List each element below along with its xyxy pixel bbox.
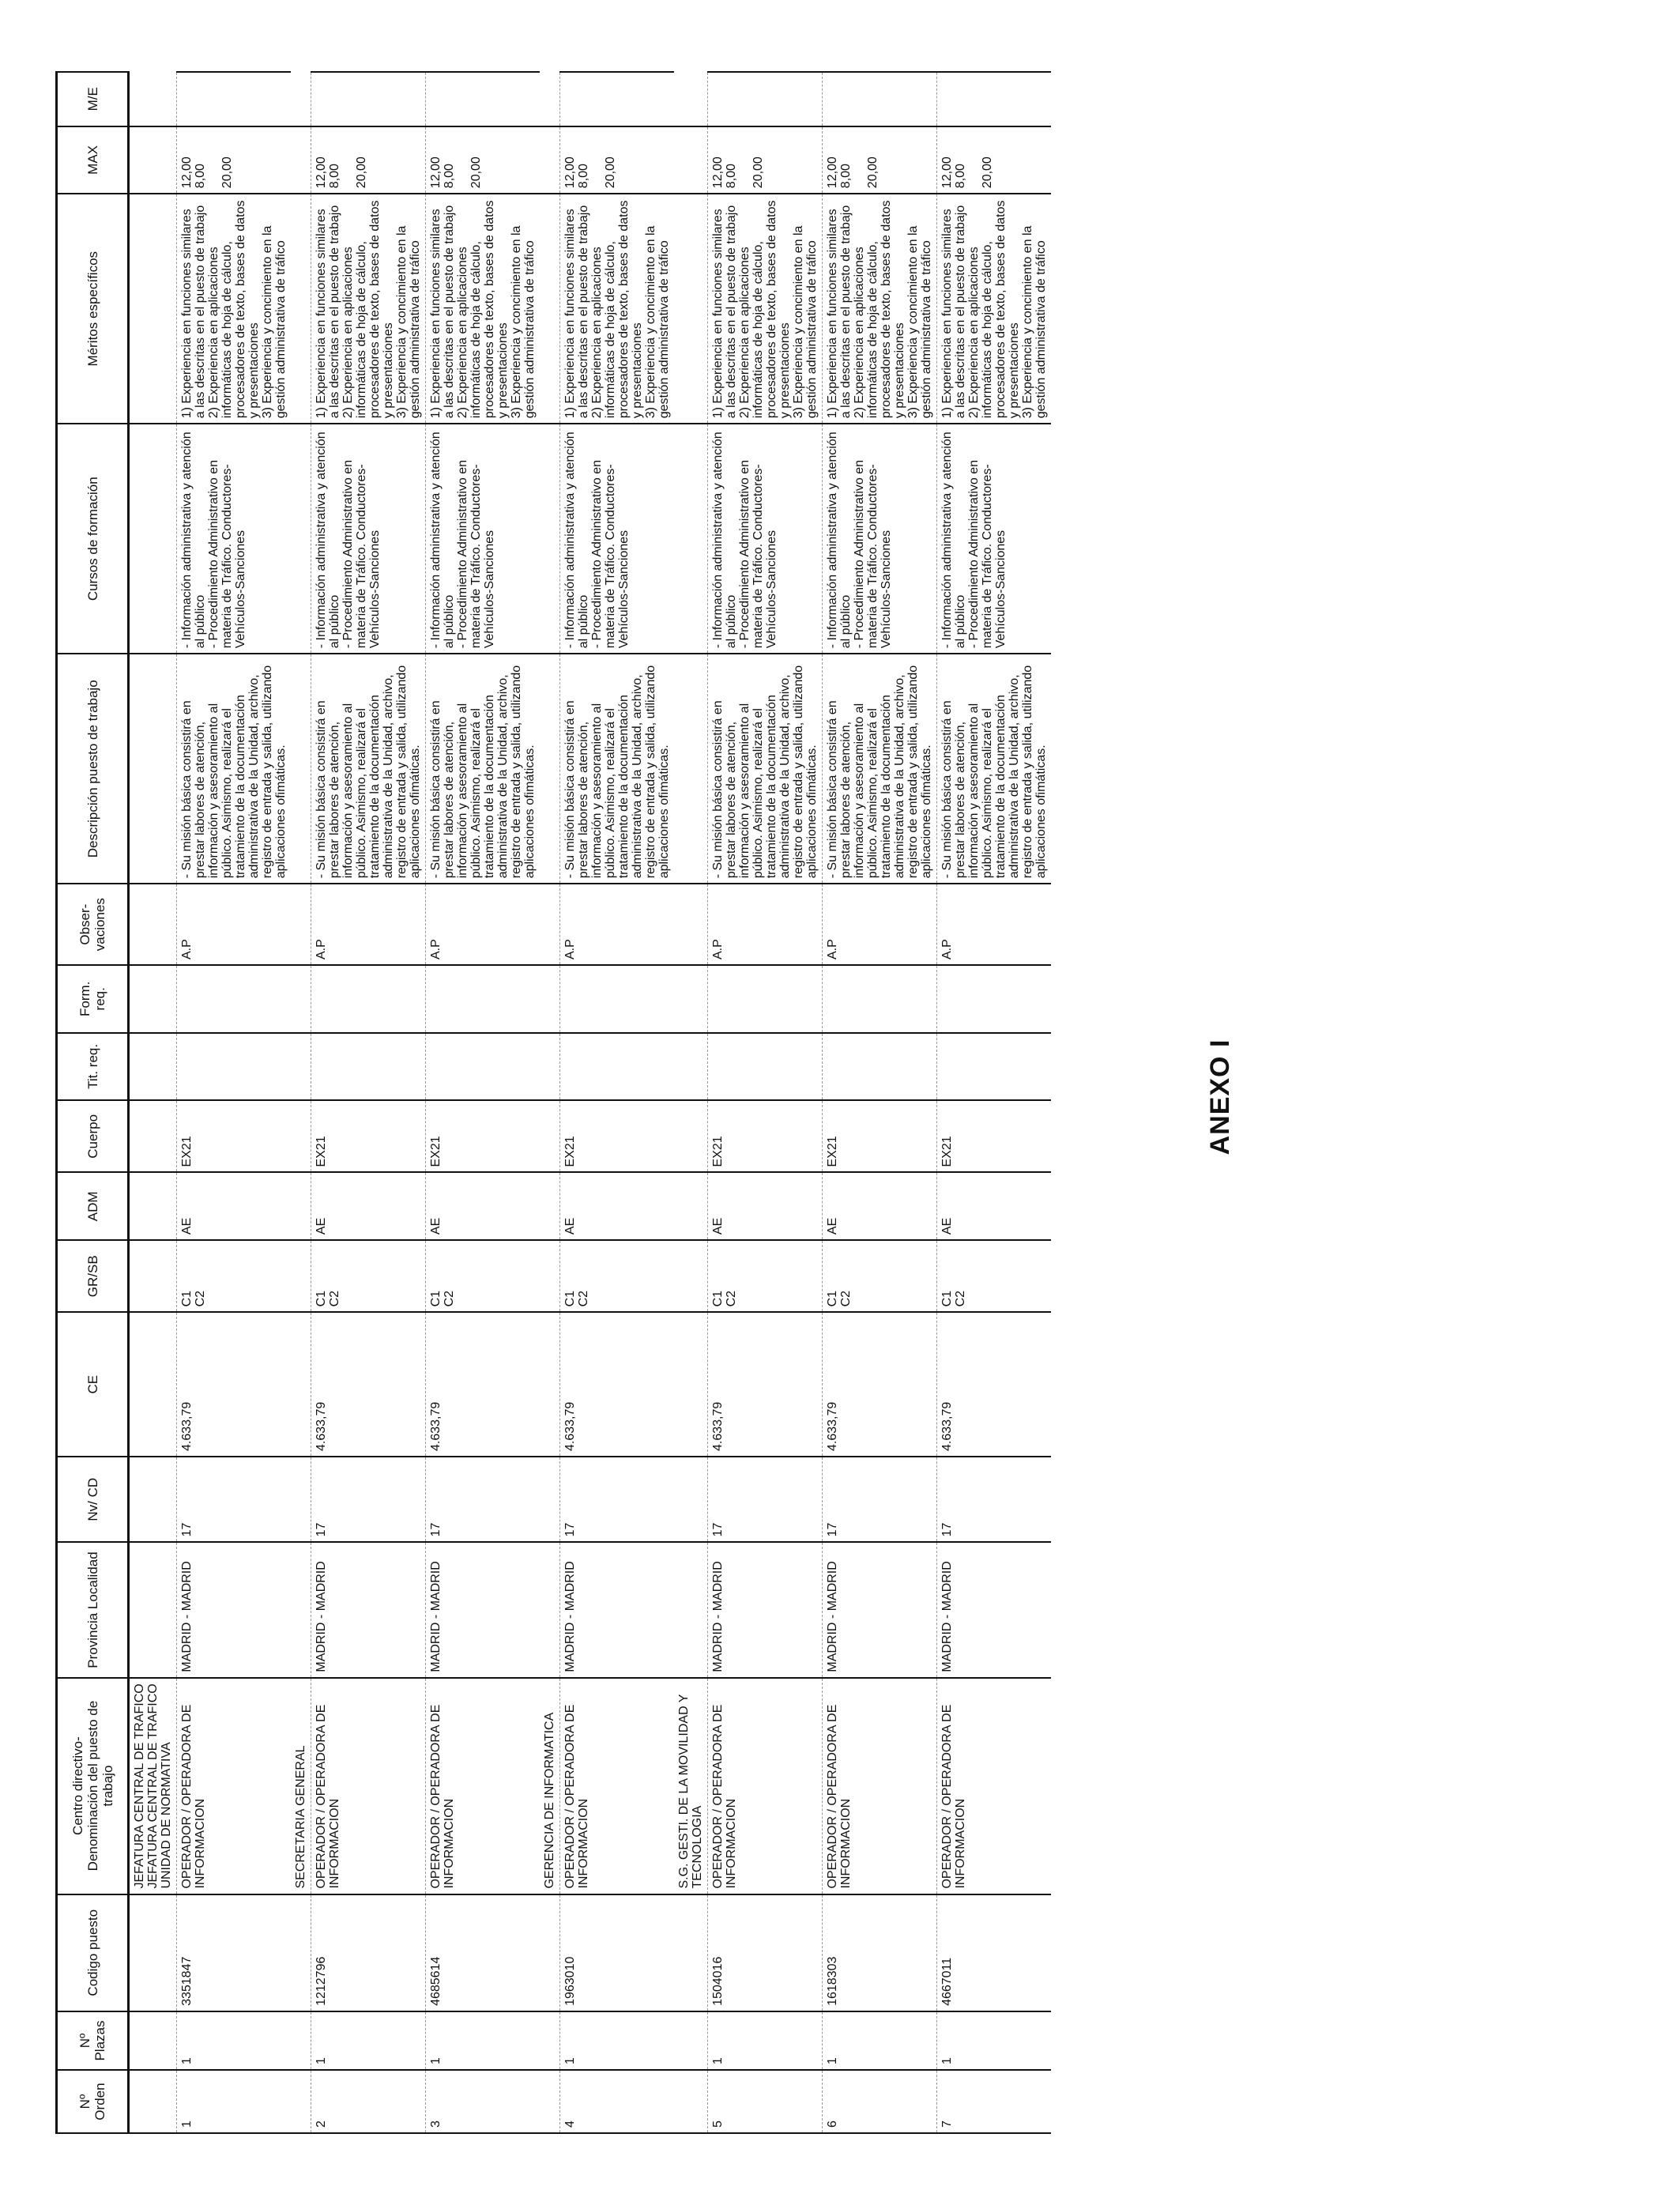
group-empty <box>674 424 708 654</box>
max-gap <box>590 132 604 189</box>
group-empty <box>674 2011 708 2070</box>
group-empty <box>129 2011 177 2070</box>
header-orden: Nº Orden <box>57 2070 129 2133</box>
me-cell <box>708 72 823 126</box>
ce-cell: 4.633,79 <box>708 1312 823 1457</box>
group-empty <box>540 2070 560 2133</box>
obs-cell: A.P <box>937 884 1052 965</box>
page-title: ANEXO I <box>1205 1039 1235 1155</box>
nivel-cell: 17 <box>708 1457 823 1542</box>
group-empty <box>291 1173 311 1241</box>
form-cell <box>823 965 937 1033</box>
header-row <box>57 72 129 2133</box>
max-value: 8,00 <box>725 164 738 189</box>
tit-cell <box>937 1033 1052 1101</box>
group-empty <box>129 194 177 424</box>
grsb-cell: C1 C2 <box>823 1240 937 1312</box>
meritos-cell: 1) Experiencia en funciones similares a las descritas en el puesto de trabajo 2) Experiencia en aplicaciones informáticas de hoja de cálculo, procesadores de texto, bases de datos y presentaciones 3) Experiencia y concimiento en la gestión administrativa de tráfico <box>560 194 675 424</box>
max-value: 8,00 <box>577 164 590 189</box>
group-label: SECRETARIA GENERAL <box>291 1678 311 1894</box>
max-cell <box>426 126 541 194</box>
table-row <box>560 72 675 2133</box>
provincia-cell: MADRID - MADRID <box>177 1542 292 1677</box>
puesto-cell: OPERADOR / OPERADORA DE INFORMACION <box>823 1678 937 1894</box>
group-empty <box>129 1312 177 1457</box>
max-cell <box>937 126 1052 194</box>
group-empty <box>674 1240 708 1312</box>
cuerpo-cell: EX21 <box>177 1100 292 1172</box>
max-gap <box>738 132 751 189</box>
group-empty <box>129 1894 177 2011</box>
nivel-cell: 17 <box>560 1457 675 1542</box>
tit-cell <box>560 1033 675 1101</box>
cursos-cell: - Información administrativa y atención al público - Procedimiento Administrativo en materia de Tráfico. Conductores-Vehículos-Sanciones <box>937 424 1052 654</box>
group-empty <box>129 1457 177 1542</box>
tit-cell <box>823 1033 937 1101</box>
max-value: 12,00 <box>563 156 577 189</box>
meritos-cell: 1) Experiencia en funciones similares a las descritas en el puesto de trabajo 2) Experiencia en aplicaciones informáticas de hoja de cálculo, procesadores de texto, bases de datos y presentaciones 3) Experiencia y concimiento en la gestión administrativa de tráfico <box>708 194 823 424</box>
adm-cell: AE <box>708 1173 823 1241</box>
max-cell <box>311 126 426 194</box>
nivel-cell: 17 <box>311 1457 426 1542</box>
group-empty <box>674 194 708 424</box>
provincia-cell: MADRID - MADRID <box>311 1542 426 1677</box>
max-value: 12,00 <box>940 156 954 189</box>
tit-cell <box>708 1033 823 1101</box>
group-empty <box>674 1100 708 1172</box>
group-empty <box>129 424 177 654</box>
plazas-cell: 1 <box>177 2011 292 2070</box>
grsb-cell: C1 C2 <box>426 1240 541 1312</box>
group-empty <box>540 1173 560 1241</box>
table-row <box>823 72 937 2133</box>
ce-cell: 4.633,79 <box>311 1312 426 1457</box>
group-label: JEFATURA CENTRAL DE TRAFICO JEFATURA CENTRAL DE TRAFICO UNIDAD DE NORMATIVA <box>129 1678 177 1894</box>
max-value: 12,00 <box>180 156 194 189</box>
cursos-cell: - Información administrativa y atención al público - Procedimiento Administrativo en materia de Tráfico. Conductores-Vehículos-Sanciones <box>177 424 292 654</box>
max-value: 20,00 <box>604 156 617 189</box>
group-empty <box>674 884 708 965</box>
table-row <box>937 72 1052 2133</box>
me-cell <box>311 72 426 126</box>
orden-cell: 6 <box>823 2070 937 2133</box>
header-ce: CE <box>57 1312 129 1457</box>
group-empty <box>540 126 560 194</box>
group-empty <box>674 1457 708 1542</box>
group-row <box>540 72 560 2133</box>
table-row <box>311 72 426 2133</box>
codigo-cell: 4685614 <box>426 1894 541 2011</box>
group-empty <box>540 1542 560 1677</box>
cursos-cell: - Información administrativa y atención al público - Procedimiento Administrativo en materia de Tráfico. Conductores-Vehículos-Sanciones <box>311 424 426 654</box>
max-value: 8,00 <box>194 164 207 189</box>
tit-cell <box>426 1033 541 1101</box>
header-obs: Obser-vaciones <box>57 884 129 965</box>
codigo-cell: 1618303 <box>823 1894 937 2011</box>
grsb-cell: C1 C2 <box>937 1240 1052 1312</box>
group-empty <box>129 1173 177 1241</box>
group-empty <box>291 1312 311 1457</box>
puesto-cell: OPERADOR / OPERADORA DE INFORMACION <box>560 1678 675 1894</box>
group-empty <box>674 1312 708 1457</box>
group-empty <box>291 194 311 424</box>
codigo-cell: 4667011 <box>937 1894 1052 2011</box>
header-meritos: Méritos específicos <box>57 194 129 424</box>
adm-cell: AE <box>823 1173 937 1241</box>
max-value: 20,00 <box>751 156 765 189</box>
group-empty <box>291 2070 311 2133</box>
form-cell <box>560 965 675 1033</box>
cuerpo-cell: EX21 <box>823 1100 937 1172</box>
max-gap <box>207 132 220 189</box>
meritos-cell: 1) Experiencia en funciones similares a las descritas en el puesto de trabajo 2) Experiencia en aplicaciones informáticas de hoja de cálculo, procesadores de texto, bases de datos y presentaciones 3) Experiencia y concimiento en la gestión administrativa de tráfico <box>426 194 541 424</box>
plazas-cell: 1 <box>560 2011 675 2070</box>
ce-cell: 4.633,79 <box>937 1312 1052 1457</box>
header-max: MAX <box>57 126 129 194</box>
group-empty <box>540 72 560 126</box>
header-cursos: Cursos de formación <box>57 424 129 654</box>
me-cell <box>560 72 675 126</box>
group-empty <box>674 965 708 1033</box>
group-empty <box>129 1100 177 1172</box>
puesto-cell: OPERADOR / OPERADORA DE INFORMACION <box>937 1678 1052 1894</box>
obs-cell: A.P <box>560 884 675 965</box>
puesto-cell: OPERADOR / OPERADORA DE INFORMACION <box>708 1678 823 1894</box>
provincia-cell: MADRID - MADRID <box>937 1542 1052 1677</box>
group-empty <box>291 126 311 194</box>
meritos-cell: 1) Experiencia en funciones similares a las descritas en el puesto de trabajo 2) Experiencia en aplicaciones informáticas de hoja de cálculo, procesadores de texto, bases de datos y presentaciones 3) Experiencia y concimiento en la gestión administrativa de tráfico <box>311 194 426 424</box>
me-cell <box>177 72 292 126</box>
me-cell <box>937 72 1052 126</box>
max-value: 8,00 <box>839 164 853 189</box>
puesto-cell: OPERADOR / OPERADORA DE INFORMACION <box>311 1678 426 1894</box>
cuerpo-cell: EX21 <box>560 1100 675 1172</box>
obs-cell: A.P <box>311 884 426 965</box>
group-row <box>129 72 177 2133</box>
group-empty <box>129 654 177 884</box>
group-empty <box>540 2011 560 2070</box>
descripcion-cell: - Su misión básica consistirá en prestar labores de atención, información y asesoramiento al público. Asimismo, realizará el tratamiento de la documentación administrativa de la Unidad, archivo, registro de entrada y salida, utilizando aplicaciones ofimáticas. <box>426 654 541 884</box>
orden-cell: 4 <box>560 2070 675 2133</box>
adm-cell: AE <box>311 1173 426 1241</box>
max-gap <box>967 132 981 189</box>
nivel-cell: 17 <box>177 1457 292 1542</box>
adm-cell: AE <box>560 1173 675 1241</box>
nivel-cell: 17 <box>937 1457 1052 1542</box>
group-empty <box>674 126 708 194</box>
plazas-cell: 1 <box>937 2011 1052 2070</box>
obs-cell: A.P <box>708 884 823 965</box>
group-empty <box>291 1542 311 1677</box>
adm-cell: AE <box>426 1173 541 1241</box>
cuerpo-cell: EX21 <box>311 1100 426 1172</box>
max-value: 20,00 <box>866 156 880 189</box>
nivel-cell: 17 <box>823 1457 937 1542</box>
form-cell <box>177 965 292 1033</box>
group-empty <box>540 194 560 424</box>
plazas-cell: 1 <box>708 2011 823 2070</box>
group-empty <box>674 1173 708 1241</box>
descripcion-cell: - Su misión básica consistirá en prestar labores de atención, información y asesoramiento al público. Asimismo, realizará el tratamiento de la documentación administrativa de la Unidad, archivo, registro de entrada y salida, utilizando aplicaciones ofimáticas. <box>708 654 823 884</box>
grsb-cell: C1 C2 <box>311 1240 426 1312</box>
group-empty <box>291 2011 311 2070</box>
descripcion-cell: - Su misión básica consistirá en prestar labores de atención, información y asesoramiento al público. Asimismo, realizará el tratamiento de la documentación administrativa de la Unidad, archivo, registro de entrada y salida, utilizando aplicaciones ofimáticas. <box>177 654 292 884</box>
max-value: 12,00 <box>826 156 839 189</box>
group-empty <box>129 72 177 126</box>
group-empty <box>674 1542 708 1677</box>
group-empty <box>129 126 177 194</box>
max-cell <box>708 126 823 194</box>
max-value: 12,00 <box>711 156 725 189</box>
orden-cell: 5 <box>708 2070 823 2133</box>
provincia-cell: MADRID - MADRID <box>823 1542 937 1677</box>
plazas-cell: 1 <box>311 2011 426 2070</box>
header-descripcion: Descripción puesto de trabajo <box>57 654 129 884</box>
me-cell <box>823 72 937 126</box>
descripcion-cell: - Su misión básica consistirá en prestar labores de atención, información y asesoramiento al público. Asimismo, realizará el tratamiento de la documentación administrativa de la Unidad, archivo, registro de entrada y salida, utilizando aplicaciones ofimáticas. <box>560 654 675 884</box>
plazas-cell: 1 <box>426 2011 541 2070</box>
max-gap <box>853 132 866 189</box>
group-empty <box>129 1240 177 1312</box>
descripcion-cell: - Su misión básica consistirá en prestar labores de atención, información y asesoramiento al público. Asimismo, realizará el tratamiento de la documentación administrativa de la Unidad, archivo, registro de entrada y salida, utilizando aplicaciones ofimáticas. <box>937 654 1052 884</box>
max-value: 20,00 <box>355 156 368 189</box>
header-centro: Centro directivo- Denominación del puesto de trabajo <box>57 1678 129 1894</box>
form-cell <box>708 965 823 1033</box>
table-row <box>426 72 541 2133</box>
provincia-cell: MADRID - MADRID <box>426 1542 541 1677</box>
group-empty <box>129 1033 177 1101</box>
group-empty <box>291 424 311 654</box>
positions-table <box>55 71 1051 2134</box>
max-gap <box>341 132 355 189</box>
header-tit: Tit. req. <box>57 1033 129 1101</box>
descripcion-cell: - Su misión básica consistirá en prestar labores de atención, información y asesoramiento al público. Asimismo, realizará el tratamiento de la documentación administrativa de la Unidad, archivo, registro de entrada y salida, utilizando aplicaciones ofimáticas. <box>311 654 426 884</box>
plazas-cell: 1 <box>823 2011 937 2070</box>
group-empty <box>129 965 177 1033</box>
max-value: 20,00 <box>981 156 994 189</box>
group-empty <box>291 965 311 1033</box>
nivel-cell: 17 <box>426 1457 541 1542</box>
cuerpo-cell: EX21 <box>708 1100 823 1172</box>
header-nivel: Nv/ CD <box>57 1457 129 1542</box>
header-codigo: Codigo puesto <box>57 1894 129 2011</box>
group-empty <box>540 1100 560 1172</box>
header-adm: ADM <box>57 1173 129 1241</box>
group-empty <box>540 1033 560 1101</box>
group-empty <box>129 1542 177 1677</box>
group-empty <box>674 1894 708 2011</box>
group-empty <box>540 654 560 884</box>
orden-cell: 3 <box>426 2070 541 2133</box>
group-empty <box>291 654 311 884</box>
cuerpo-cell: EX21 <box>937 1100 1052 1172</box>
meritos-cell: 1) Experiencia en funciones similares a las descritas en el puesto de trabajo 2) Experiencia en aplicaciones informáticas de hoja de cálculo, procesadores de texto, bases de datos y presentaciones 3) Experiencia y concimiento en la gestión administrativa de tráfico <box>937 194 1052 424</box>
group-label: S.G. GESTI. DE LA MOVILIDAD Y TECNOLOGIA <box>674 1678 708 1894</box>
cursos-cell: - Información administrativa y atención al público - Procedimiento Administrativo en materia de Tráfico. Conductores-Vehículos-Sanciones <box>823 424 937 654</box>
max-value: 12,00 <box>315 156 328 189</box>
group-empty <box>291 1240 311 1312</box>
max-value: 8,00 <box>954 164 967 189</box>
header-provincia: Provincia Localidad <box>57 1542 129 1677</box>
obs-cell: A.P <box>823 884 937 965</box>
orden-cell: 1 <box>177 2070 292 2133</box>
ce-cell: 4.633,79 <box>177 1312 292 1457</box>
puesto-cell: OPERADOR / OPERADORA DE INFORMACION <box>177 1678 292 1894</box>
group-empty <box>674 2070 708 2133</box>
group-empty <box>129 884 177 965</box>
group-empty <box>540 1894 560 2011</box>
grsb-cell: C1 C2 <box>708 1240 823 1312</box>
cursos-cell: - Información administrativa y atención al público - Procedimiento Administrativo en materia de Tráfico. Conductores-Vehículos-Sanciones <box>560 424 675 654</box>
group-empty <box>674 72 708 126</box>
adm-cell: AE <box>177 1173 292 1241</box>
max-value: 8,00 <box>443 164 456 189</box>
group-empty <box>291 1894 311 2011</box>
group-empty <box>540 1312 560 1457</box>
provincia-cell: MADRID - MADRID <box>708 1542 823 1677</box>
provincia-cell: MADRID - MADRID <box>560 1542 675 1677</box>
group-empty <box>540 1240 560 1312</box>
group-empty <box>540 965 560 1033</box>
obs-cell: A.P <box>426 884 541 965</box>
grsb-cell: C1 C2 <box>560 1240 675 1312</box>
max-value: 8,00 <box>328 164 341 189</box>
orden-cell: 2 <box>311 2070 426 2133</box>
orden-cell: 7 <box>937 2070 1052 2133</box>
tit-cell <box>311 1033 426 1101</box>
table-row <box>177 72 292 2133</box>
me-cell <box>426 72 541 126</box>
max-cell <box>177 126 292 194</box>
group-row <box>674 72 708 2133</box>
group-empty <box>674 1033 708 1101</box>
group-label: GERENCIA DE INFORMATICA <box>540 1678 560 1894</box>
descripcion-cell: - Su misión básica consistirá en prestar labores de atención, información y asesoramiento al público. Asimismo, realizará el tratamiento de la documentación administrativa de la Unidad, archivo, registro de entrada y salida, utilizando aplicaciones ofimáticas. <box>823 654 937 884</box>
group-empty <box>540 424 560 654</box>
group-empty <box>291 884 311 965</box>
codigo-cell: 3351847 <box>177 1894 292 2011</box>
group-empty <box>129 2070 177 2133</box>
meritos-cell: 1) Experiencia en funciones similares a las descritas en el puesto de trabajo 2) Experiencia en aplicaciones informáticas de hoja de cálculo, procesadores de texto, bases de datos y presentaciones 3) Experiencia y concimiento en la gestión administrativa de tráfico <box>823 194 937 424</box>
header-plazas: Nº Plazas <box>57 2011 129 2070</box>
cursos-cell: - Información administrativa y atención al público - Procedimiento Administrativo en materia de Tráfico. Conductores-Vehículos-Sanciones <box>426 424 541 654</box>
max-value: 20,00 <box>469 156 483 189</box>
group-empty <box>291 72 311 126</box>
adm-cell: AE <box>937 1173 1052 1241</box>
meritos-cell: 1) Experiencia en funciones similares a las descritas en el puesto de trabajo 2) Experiencia en aplicaciones informáticas de hoja de cálculo, procesadores de texto, bases de datos y presentaciones 3) Experiencia y concimiento en la gestión administrativa de tráfico <box>177 194 292 424</box>
group-row <box>291 72 311 2133</box>
grsb-cell: C1 C2 <box>177 1240 292 1312</box>
max-gap <box>456 132 469 189</box>
codigo-cell: 1212796 <box>311 1894 426 2011</box>
group-empty <box>291 1457 311 1542</box>
codigo-cell: 1963010 <box>560 1894 675 2011</box>
form-cell <box>937 965 1052 1033</box>
table-row <box>708 72 823 2133</box>
cursos-cell: - Información administrativa y atención al público - Procedimiento Administrativo en materia de Tráfico. Conductores-Vehículos-Sanciones <box>708 424 823 654</box>
puesto-cell: OPERADOR / OPERADORA DE INFORMACION <box>426 1678 541 1894</box>
max-value: 20,00 <box>220 156 234 189</box>
form-cell <box>426 965 541 1033</box>
max-cell <box>823 126 937 194</box>
codigo-cell: 1504016 <box>708 1894 823 2011</box>
ce-cell: 4.633,79 <box>426 1312 541 1457</box>
header-form: Form. req. <box>57 965 129 1033</box>
group-empty <box>540 1457 560 1542</box>
max-value: 12,00 <box>429 156 443 189</box>
form-cell <box>311 965 426 1033</box>
obs-cell: A.P <box>177 884 292 965</box>
tit-cell <box>177 1033 292 1101</box>
header-grsb: GR/SB <box>57 1240 129 1312</box>
header-me: M/E <box>57 72 129 126</box>
group-empty <box>674 654 708 884</box>
cuerpo-cell: EX21 <box>426 1100 541 1172</box>
ce-cell: 4.633,79 <box>560 1312 675 1457</box>
ce-cell: 4.633,79 <box>823 1312 937 1457</box>
header-cuerpo: Cuerpo <box>57 1100 129 1172</box>
group-empty <box>540 884 560 965</box>
group-empty <box>291 1100 311 1172</box>
group-empty <box>291 1033 311 1101</box>
max-cell <box>560 126 675 194</box>
